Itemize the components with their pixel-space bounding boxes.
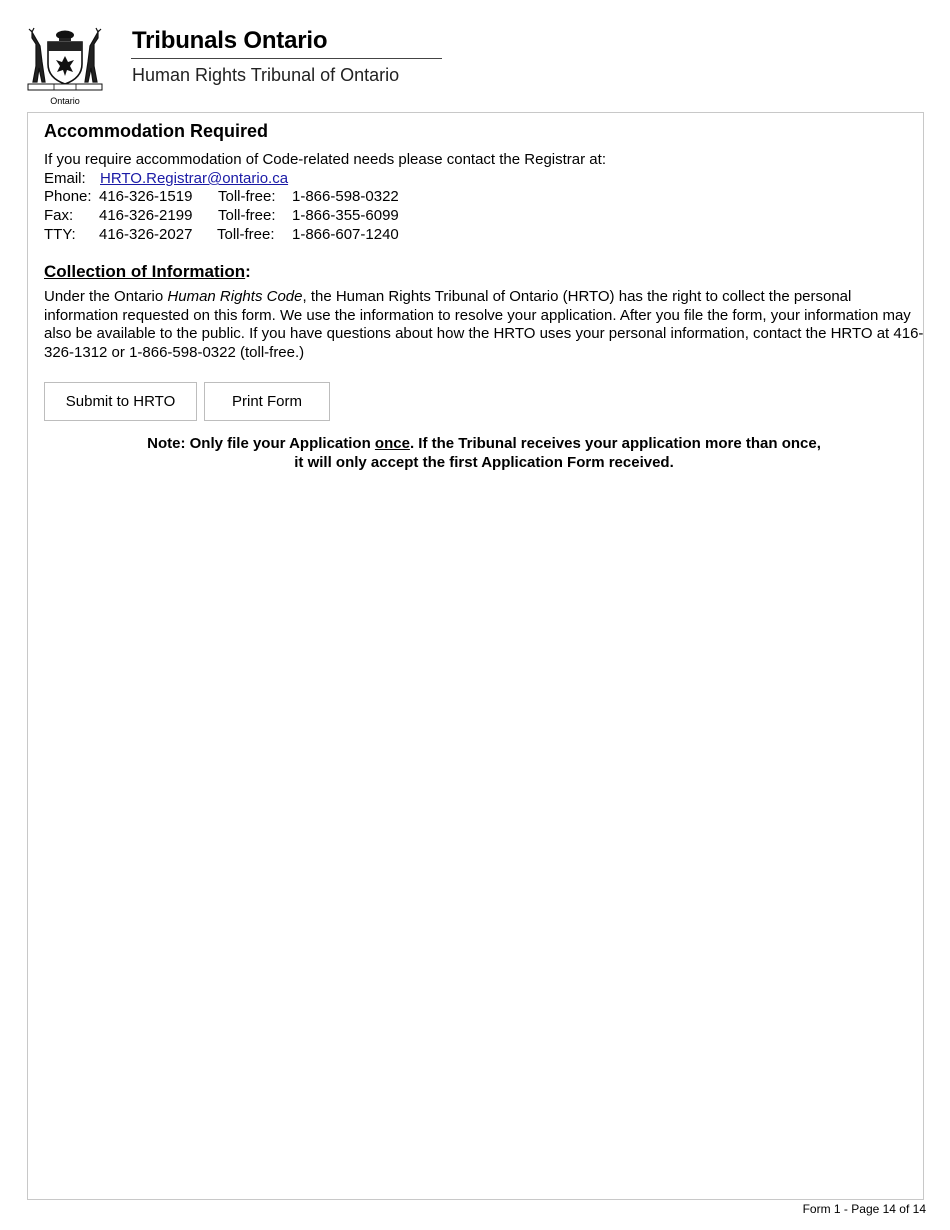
site-title: Tribunals Ontario xyxy=(132,27,328,54)
logo-caption: Ontario xyxy=(50,96,80,106)
site-subtitle: Human Rights Tribunal of Ontario xyxy=(132,65,400,85)
fax-number: 416-326-2199 xyxy=(99,207,193,224)
collection-paragraph xyxy=(44,288,924,362)
filing-note-line2: it will only accept the first Application Form received. xyxy=(294,454,674,471)
note-once: once xyxy=(374,435,410,452)
tty-label: TTY: xyxy=(44,226,76,243)
note-part2: . If the Tribunal receives your application more than once, xyxy=(409,435,821,452)
tty-tollfree-number: 1-866-607-1240 xyxy=(292,226,399,243)
phone-label: Phone: xyxy=(44,188,92,205)
accommodation-heading: Accommodation Required xyxy=(44,121,269,141)
page-number: Form 1 - Page 14 of 14 xyxy=(802,1202,926,1216)
header-divider xyxy=(131,58,442,59)
tty-number: 416-326-2027 xyxy=(99,226,193,243)
tty-tollfree-label: Toll-free: xyxy=(217,226,275,243)
registrar-email-link[interactable]: HRTO.Registrar@ontario.ca xyxy=(100,170,289,187)
email-row xyxy=(44,170,86,187)
fax-tollfree-number: 1-866-355-6099 xyxy=(292,207,399,224)
collection-para-part2: , the Human Rights Tribunal of Ontario (HRTO) has the right to collect the personal information requested on this form. We use the information to resolve your application. After you file the form, your information may also be available to the public. If you have questions about how the HRTO uses your personal information, contact the HRTO at 416-326-1312 or 1-866-598-0322 (toll-free.) xyxy=(44,288,924,361)
submit-to-hrto-button[interactable]: Submit to HRTO xyxy=(44,382,197,421)
fax-label: Fax: xyxy=(44,207,74,224)
collection-heading-text: Collection of Information xyxy=(44,262,246,281)
collection-para-code-name: Human Rights Code xyxy=(167,288,303,305)
fax-tollfree-label: Toll-free: xyxy=(218,207,276,224)
print-form-button[interactable]: Print Form xyxy=(204,382,330,421)
filing-note xyxy=(44,434,924,472)
email-label: Email: xyxy=(44,170,86,187)
note-part1: Note: Only file your Application xyxy=(147,435,375,452)
collection-heading xyxy=(44,262,251,282)
collection-heading-colon: : xyxy=(245,262,251,281)
phone-tollfree-number: 1-866-598-0322 xyxy=(292,188,399,205)
accommodation-intro: If you require accommodation of Code-related needs please contact the Registrar at: xyxy=(44,151,606,168)
phone-tollfree-label: Toll-free: xyxy=(218,188,276,205)
collection-para-part1: Under the Ontario xyxy=(44,288,168,305)
filing-note-line1 xyxy=(44,434,924,453)
phone-number: 416-326-1519 xyxy=(99,188,193,205)
